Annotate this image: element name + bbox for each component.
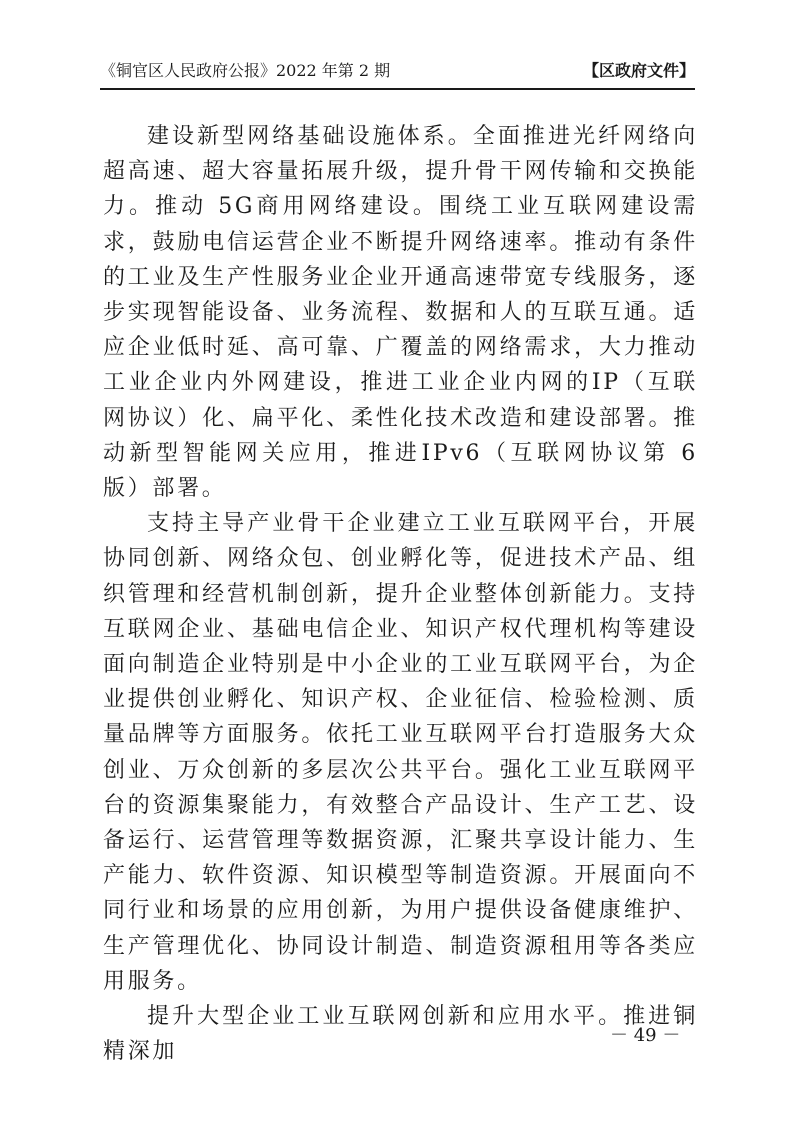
paragraph-network-infrastructure: 建设新型网络基础设施体系。全面推进光纤网络向超高速、超大容量拓展升级，提升骨干网传输和交换能力。推动 5G商用网络建设。围绕工业互联网建设需求，鼓励电信运营企业不断提升网络速率。推动有条件的工业及生产性服务业企业开通高速带宽专线服务，逐步实现智能设备、业务流程、数据和人的互联互通。适应企业低时延、高可靠、广覆盖的网络需求，大力推动工业企业内外网建设，推进工业企业内网的IP（互联网协议）化、扁平化、柔性化技术改造和建设部署。推动新型智能网关应用，推进IPv6（互联网协议第 6 版）部署。: [103, 124, 698, 502]
publication-title: 《铜官区人民政府公报》2022 年第 2 期: [100, 61, 391, 80]
paragraph-platform-support: 支持主导产业骨干企业建立工业互联网平台，开展协同创新、网络众包、创业孵化等，促进技术产品、组织管理和经营机制创新，提升企业整体创新能力。支持互联网企业、基础电信企业、知识产权代理机构等建设面向制造企业特别是中小企业的工业互联网平台，为企业提供创业孵化、知识产权、企业征信、检验检测、质量品牌等方面服务。依托工业互联网平台打造服务大众创业、万众创新的多层次公共平台。强化工业互联网平台的资源集聚能力，有效整合产品设计、生产工艺、设备运行、运营管理等数据资源，汇聚共享设计能力、生产能力、软件资源、知识模型等制造资源。开展面向不同行业和场景的应用创新，为用户提供设备健康维护、生产管理优化、协同设计制造、制造资源租用等各类应用服务。: [103, 511, 698, 994]
running-header: [100, 58, 695, 84]
body-text: [103, 119, 698, 1069]
page-number: － 49 －: [610, 1025, 681, 1046]
header-divider: [100, 88, 695, 90]
section-label: 【区政府文件】: [582, 61, 695, 80]
paragraph-enterprise-innovation: 提升大型企业工业互联网创新和应用水平。推进铜精深加: [103, 1004, 698, 1065]
